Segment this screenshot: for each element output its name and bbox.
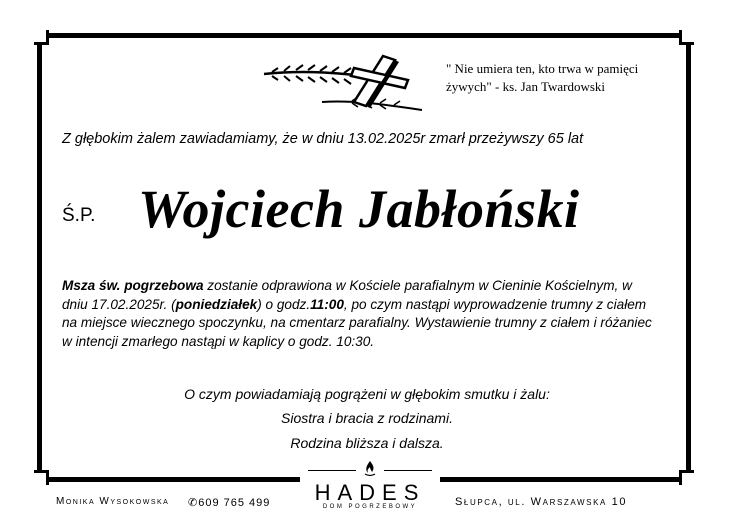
- funeral-details: [62, 277, 652, 351]
- quote: [446, 60, 686, 96]
- flame-icon: [362, 460, 378, 478]
- logo-rule: [308, 470, 356, 471]
- bold-text: Msza św. pogrzebowa: [62, 278, 204, 293]
- hades-logo: [300, 458, 440, 514]
- frame-corner: [34, 30, 49, 45]
- frame-corner: [679, 30, 694, 45]
- logo-rule: [384, 470, 432, 471]
- sp-prefix: Ś.P.: [62, 205, 96, 226]
- mourners-intro: O czym powiadamiają pogrążeni w głębokim smutku i żalu:: [184, 386, 550, 402]
- logo-text: HADES: [314, 480, 426, 505]
- footer-phone: ✆609 765 499: [188, 497, 271, 509]
- logo-subtitle: DOM POGRZEBOWY: [322, 504, 418, 510]
- quote-line: " Nie umiera ten, kto trwa w pamięci: [446, 61, 639, 76]
- details-text: , po czym nastąpi wyprowadzenie trumny z ciałem na miejsce wiecznego spoczynku, na cmentarz parafialny. Wystawienie trumny z ciałem i różaniec w intencji zmarłego nastąpi w kaplicy o godz. 10:30.: [62, 296, 652, 349]
- details-text: ) o godz.: [257, 296, 311, 312]
- frame-corner: [679, 470, 694, 485]
- footer-address: Słupca, ul. Warszawska 10: [455, 496, 628, 508]
- bold-text: poniedziałek: [175, 296, 258, 312]
- footer-contact-name: Monika Wysokowska: [56, 496, 170, 507]
- mourners-relatives: Rodzina bliższa i dalsza.: [290, 435, 444, 451]
- quote-line: żywych" - ks. Jan Twardowski: [446, 79, 606, 94]
- bold-text: 11:00: [310, 296, 344, 312]
- details-text: zostanie odprawiona w Kościele parafialnym w Cieninie Kościelnym, w dniu 17.02.2025r. (: [62, 278, 632, 312]
- cross-icon: [262, 50, 442, 112]
- deceased-name: Wojciech Jabłoński: [138, 179, 580, 239]
- mourners-family: Siostra i bracia z rodzinami.: [281, 410, 453, 426]
- frame-corner: [34, 470, 49, 485]
- announcement-intro: Z głębokim żalem zawiadamiamy, że w dniu 13.02.2025r zmarł przeżywszy 65 lat: [62, 131, 584, 147]
